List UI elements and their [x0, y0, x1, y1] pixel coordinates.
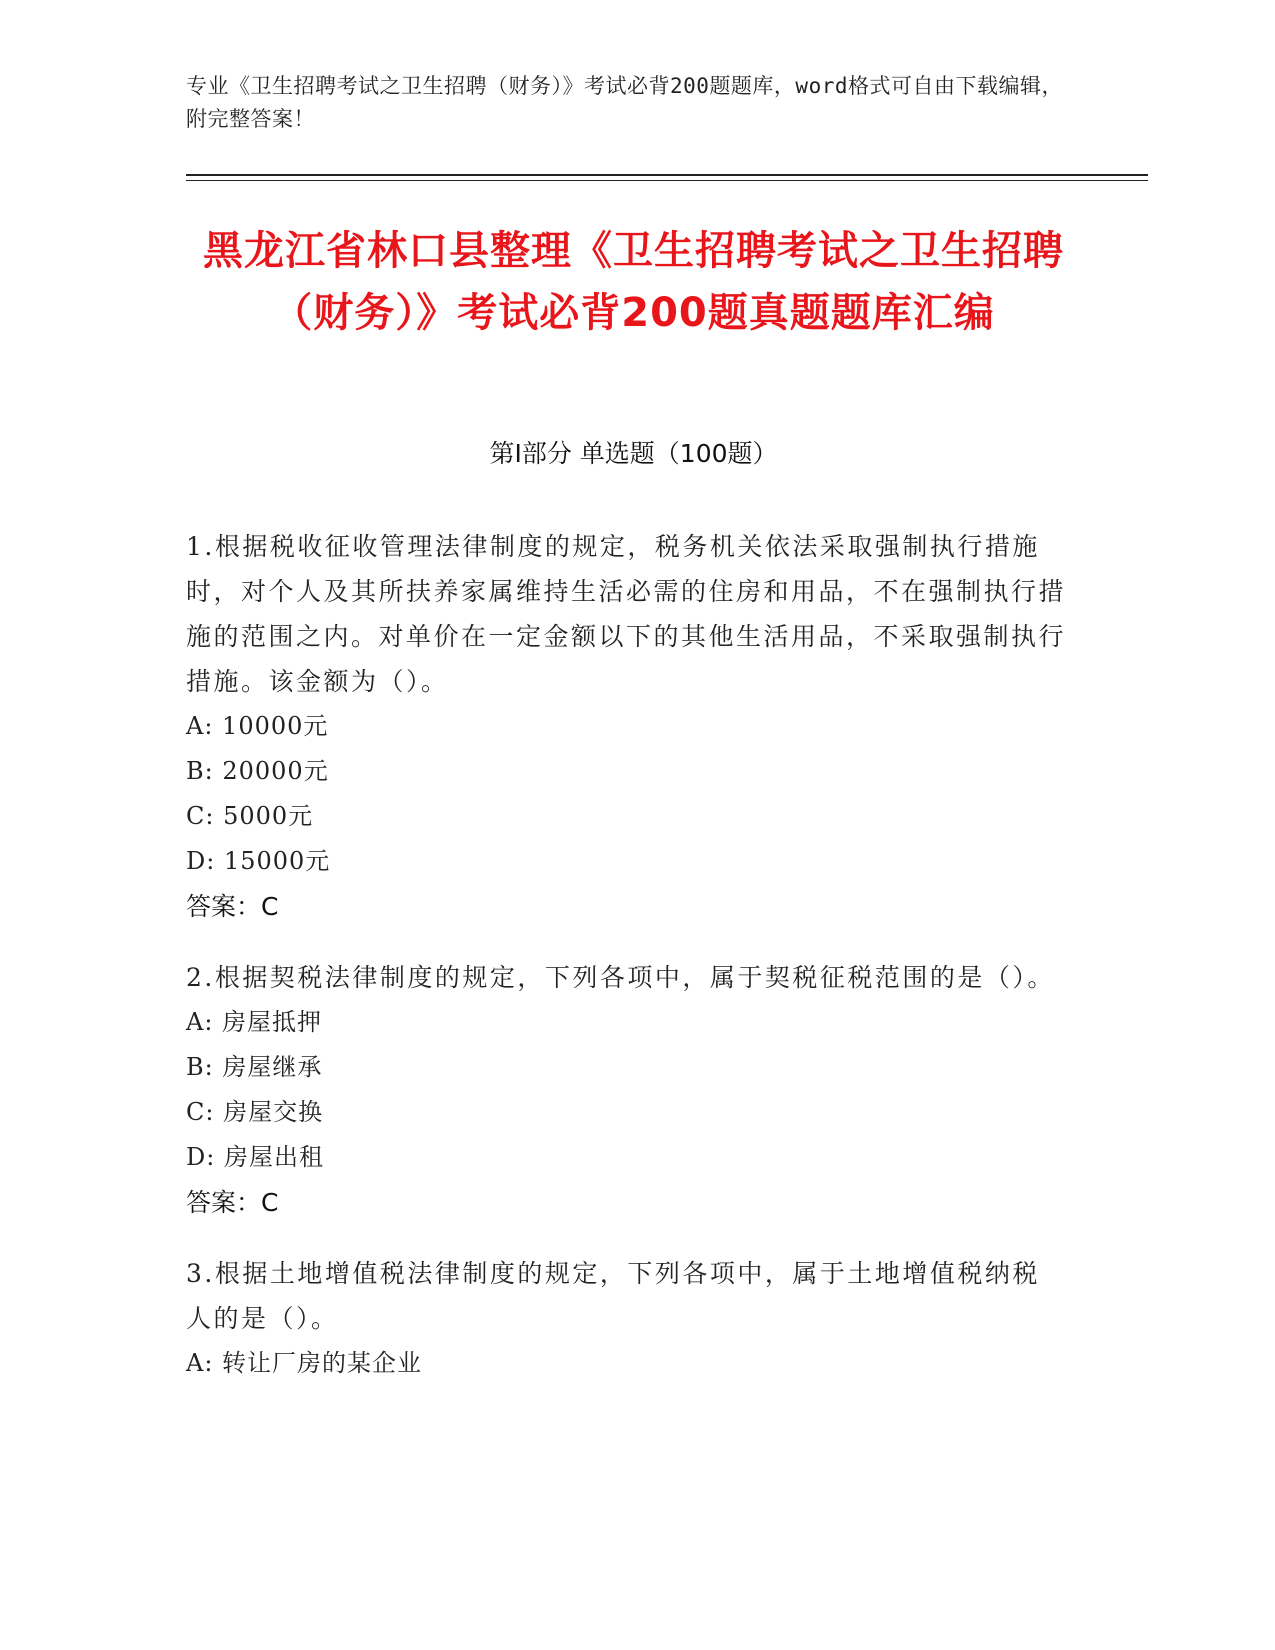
question-1: [186, 524, 1066, 929]
question-2: [186, 955, 1066, 1225]
header-divider-thin: [186, 180, 1148, 181]
option-a: A: 房屋抵押: [186, 1008, 323, 1036]
option-b: B: 房屋继承: [186, 1053, 323, 1081]
option-a: A: 转让厂房的某企业: [186, 1349, 423, 1377]
option-d: D: 15000元: [186, 847, 331, 875]
question-list: [186, 524, 1066, 1412]
header-note: 专业《卫生招聘考试之卫生招聘（财务）》考试必背200题题库，word格式可自由下载编辑，附完整答案！: [186, 74, 1063, 131]
option-a: A: 10000元: [186, 712, 329, 740]
section-title: 第I部分 单选题（100题）: [489, 439, 778, 468]
option-c: C: 房屋交换: [186, 1098, 324, 1126]
question-text: 1.根据税收征收管理法律制度的规定，税务机关依法采取强制执行措施时，对个人及其所扶养家属维持生活必需的住房和用品，不在强制执行措施的范围之内。对单价在一定金额以下的其他生活用品，不采取强制执行措施。该金额为（）。: [186, 532, 1067, 696]
option-c: C: 5000元: [186, 802, 314, 830]
document-title: 黑龙江省林口县整理《卫生招聘考试之卫生招聘（财务）》考试必背200题真题题库汇编: [203, 228, 1064, 336]
answer: 答案：C: [186, 892, 279, 921]
question-text: 2.根据契税法律制度的规定，下列各项中，属于契税征税范围的是（）。: [186, 963, 1055, 992]
header-divider-thick: [186, 174, 1148, 176]
option-b: B: 20000元: [186, 757, 329, 785]
answer: 答案：C: [186, 1188, 279, 1217]
option-d: D: 房屋出租: [186, 1143, 324, 1171]
question-text: 3.根据土地增值税法律制度的规定，下列各项中，属于土地增值税纳税人的是（）。: [186, 1259, 1040, 1333]
question-3: [186, 1251, 1066, 1386]
